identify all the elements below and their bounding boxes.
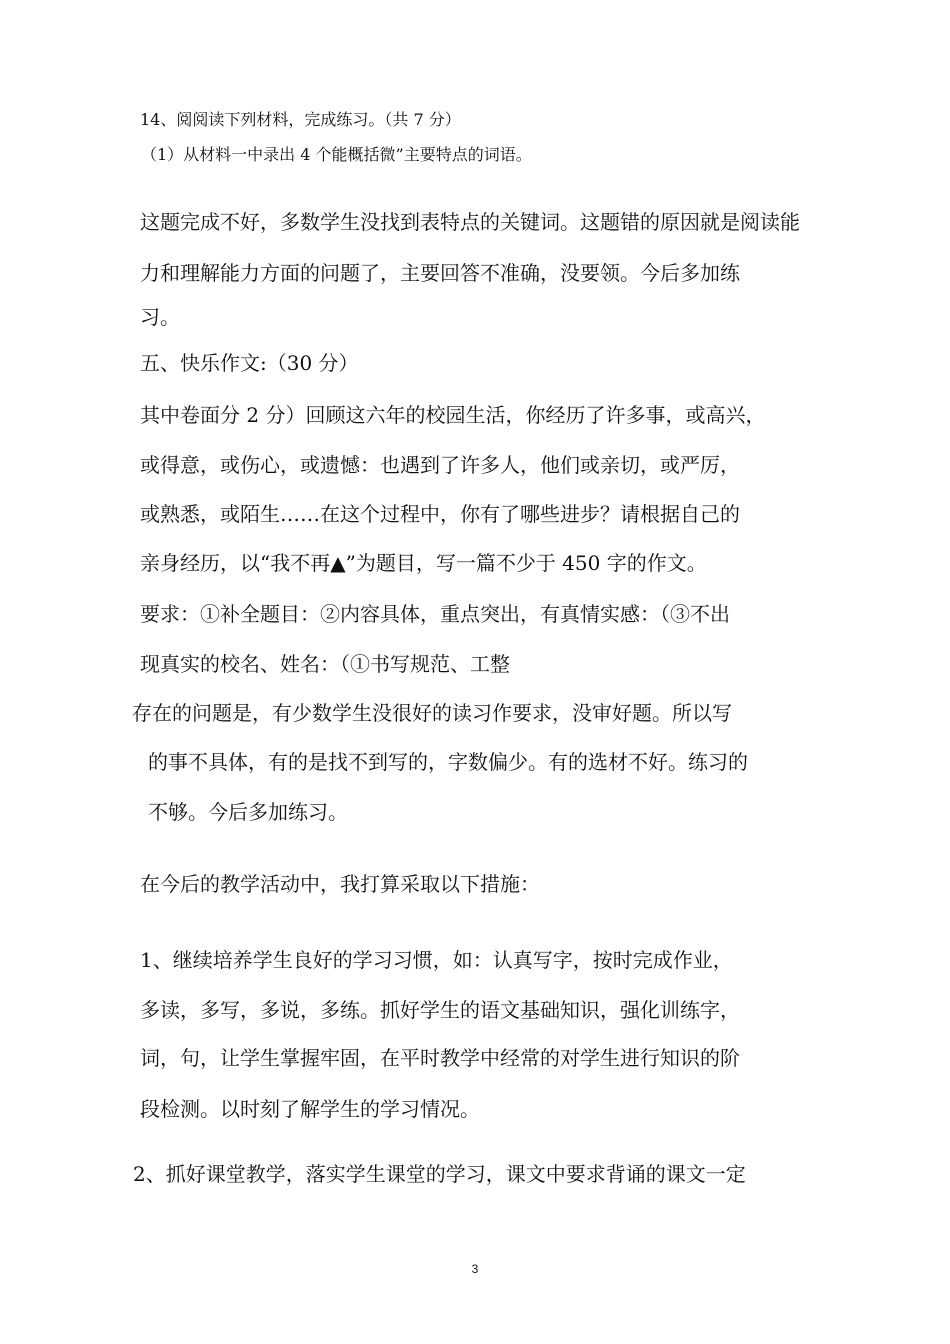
essay-prompt-line: 现真实的校名、姓名：（①书写规范、工整 (140, 652, 510, 676)
analysis-line: 这题完成不好，多数学生没找到表特点的关键词。这题错的原因就是阅读能 (140, 210, 800, 234)
problems-line: 不够。今后多加练习。 (148, 800, 348, 824)
section-5-heading: 五、快乐作文:（30 分） (140, 351, 359, 375)
measure-1-line: 1、继续培养学生良好的学习习惯，如：认真写字，按时完成作业， (140, 948, 733, 972)
measure-1-line: 多读，多写，多说，多练。抓好学生的语文基础知识，强化训练字， (140, 998, 740, 1022)
essay-prompt-line: 或熟悉，或陌生……在这个过程中，你有了哪些进步？请根据自己的 (140, 502, 740, 526)
problems-line: 存在的问题是，有少数学生没很好的读习作要求，没审好题。所以写 (132, 701, 732, 725)
measure-1-line: 词，句，让学生掌握牢固，在平时教学中经常的对学生进行知识的阶 (140, 1046, 740, 1070)
measure-1-line: 段检测。以时刻了解学生的学习情况。 (140, 1097, 480, 1121)
essay-prompt-line: 要求：①补全题目：②内容具体，重点突出，有真情实感：（③不出 (140, 602, 730, 626)
measures-intro: 在今后的教学活动中，我打算采取以下措施： (140, 872, 540, 896)
question-14-heading: 14、阅阅读下列材料，完成练习。（共 7 分） (140, 110, 461, 129)
problems-line: 的事不具体，有的是找不到写的，字数偏少。有的选材不好。练习的 (148, 750, 748, 774)
essay-prompt-line: 或得意，或伤心，或遗憾：也遇到了许多人，他们或亲切，或严厉， (140, 453, 740, 477)
page-number: 3 (471, 1262, 479, 1276)
analysis-line: 习。 (140, 305, 180, 329)
question-14-subquestion: （1）从材料一中录出 4 个能概括微”主要特点的词语。 (141, 145, 532, 164)
essay-prompt-line: 亲身经历，以“我不再▲”为题目，写一篇不少于 450 字的作文。 (140, 551, 707, 575)
analysis-line: 力和理解能力方面的问题了，主要回答不准确，没要领。今后多加练 (140, 261, 740, 285)
measure-2-line: 2、抓好课堂教学，落实学生课堂的学习，课文中要求背诵的课文一定 (133, 1162, 746, 1186)
essay-prompt-line: 其中卷面分 2 分）回顾这六年的校园生活，你经历了许多事，或高兴， (140, 403, 766, 427)
